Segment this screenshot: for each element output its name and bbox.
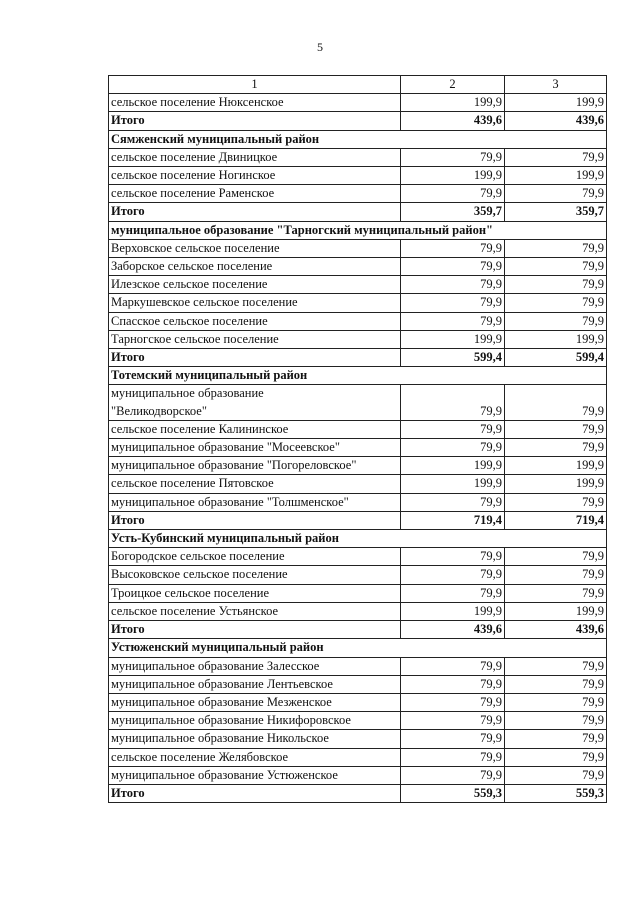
page-number: 5 (317, 40, 323, 54)
value-col-2: 79,9 (401, 385, 505, 420)
value-col-2: 199,9 (401, 457, 505, 475)
settlement-name (109, 385, 401, 420)
value-col-3: 79,9 (505, 548, 607, 566)
value-col-3: 79,9 (505, 185, 607, 203)
value-col-2: 559,3 (401, 784, 505, 802)
total-row (109, 203, 607, 221)
total-row (109, 112, 607, 130)
settlement-name: муниципальное образование Никольское (109, 730, 401, 748)
total-row (109, 621, 607, 639)
value-col-3: 79,9 (505, 657, 607, 675)
value-col-3: 79,9 (505, 312, 607, 330)
table-row (109, 566, 607, 584)
settlement-name: муниципальное образование Лентьевское (109, 675, 401, 693)
value-col-2: 439,6 (401, 621, 505, 639)
value-col-2: 79,9 (401, 675, 505, 693)
table-row (109, 602, 607, 620)
value-col-2: 79,9 (401, 276, 505, 294)
settlement-name: сельское поселение Двиницкое (109, 148, 401, 166)
table-row (109, 475, 607, 493)
total-label: Итого (109, 784, 401, 802)
settlement-name: муниципальное образование Залесское (109, 657, 401, 675)
value-col-3: 79,9 (505, 748, 607, 766)
value-col-3: 79,9 (505, 439, 607, 457)
value-col-3: 599,4 (505, 349, 607, 367)
value-col-2: 79,9 (401, 566, 505, 584)
value-col-3: 79,9 (505, 712, 607, 730)
value-col-2: 439,6 (401, 112, 505, 130)
district-header-row (109, 530, 607, 548)
value-col-3: 79,9 (505, 566, 607, 584)
table-row (109, 330, 607, 348)
district-name: Сямженский муниципальный район (109, 130, 607, 148)
value-col-3: 559,3 (505, 784, 607, 802)
value-col-2: 79,9 (401, 730, 505, 748)
value-col-2: 199,9 (401, 602, 505, 620)
value-col-2: 79,9 (401, 148, 505, 166)
allocation-table (108, 75, 607, 803)
table-row (109, 167, 607, 185)
value-col-3: 199,9 (505, 94, 607, 112)
settlement-name: Илезское сельское поселение (109, 276, 401, 294)
settlement-name: Верховское сельское поселение (109, 239, 401, 257)
value-col-3: 199,9 (505, 330, 607, 348)
value-col-2: 79,9 (401, 258, 505, 276)
value-col-3: 79,9 (505, 730, 607, 748)
table-row (109, 385, 607, 420)
value-col-3: 79,9 (505, 493, 607, 511)
settlement-name: сельское поселение Нюксенское (109, 94, 401, 112)
value-col-2: 599,4 (401, 349, 505, 367)
settlement-name: муниципальное образование Никифоровское (109, 712, 401, 730)
value-col-2: 79,9 (401, 493, 505, 511)
settlement-name: сельское поселение Устьянское (109, 602, 401, 620)
value-col-2: 79,9 (401, 748, 505, 766)
value-col-2: 359,7 (401, 203, 505, 221)
table-row (109, 548, 607, 566)
value-col-3: 79,9 (505, 258, 607, 276)
settlement-name: сельское поселение Калининское (109, 420, 401, 438)
table-row (109, 276, 607, 294)
district-header-row (109, 221, 607, 239)
value-col-2: 79,9 (401, 766, 505, 784)
settlement-name: муниципальное образование Мезженское (109, 693, 401, 711)
value-col-2: 79,9 (401, 420, 505, 438)
settlement-name: сельское поселение Пятовское (109, 475, 401, 493)
settlement-name: Маркушевское сельское поселение (109, 294, 401, 312)
settlement-name: сельское поселение Желябовское (109, 748, 401, 766)
district-name: муниципальное образование "Тарногский муниципальный район" (109, 221, 607, 239)
table-row (109, 584, 607, 602)
settlement-name: Богородское сельское поселение (109, 548, 401, 566)
value-col-2: 79,9 (401, 712, 505, 730)
value-col-3: 199,9 (505, 167, 607, 185)
value-col-3: 79,9 (505, 276, 607, 294)
settlement-name: Спасское сельское поселение (109, 312, 401, 330)
settlement-name: Высоковское сельское поселение (109, 566, 401, 584)
value-col-3: 439,6 (505, 621, 607, 639)
value-col-2: 199,9 (401, 330, 505, 348)
table-row (109, 239, 607, 257)
settlement-name: Заборское сельское поселение (109, 258, 401, 276)
total-row (109, 511, 607, 529)
settlement-name: муниципальное образование "Погореловское" (109, 457, 401, 475)
table-row (109, 185, 607, 203)
value-col-2: 199,9 (401, 94, 505, 112)
table-header-row (109, 76, 607, 94)
district-name: Устюженский муниципальный район (109, 639, 607, 657)
value-col-3: 79,9 (505, 239, 607, 257)
value-col-2: 199,9 (401, 167, 505, 185)
settlement-name: муниципальное образование Устюженское (109, 766, 401, 784)
value-col-3: 199,9 (505, 475, 607, 493)
value-col-3: 79,9 (505, 693, 607, 711)
total-label: Итого (109, 112, 401, 130)
table-row (109, 94, 607, 112)
value-col-2: 79,9 (401, 439, 505, 457)
total-row (109, 784, 607, 802)
total-label: Итого (109, 621, 401, 639)
settlement-name: муниципальное образование "Мосеевское" (109, 439, 401, 457)
district-header-row (109, 130, 607, 148)
value-col-2: 199,9 (401, 475, 505, 493)
table-row (109, 748, 607, 766)
value-col-3: 199,9 (505, 602, 607, 620)
district-name: Тотемский муниципальный район (109, 367, 607, 385)
table-row (109, 420, 607, 438)
district-header-row (109, 367, 607, 385)
table-row (109, 258, 607, 276)
table-row (109, 675, 607, 693)
value-col-2: 79,9 (401, 657, 505, 675)
total-label: Итого (109, 349, 401, 367)
table-row (109, 693, 607, 711)
column-header-2: 2 (401, 76, 505, 94)
settlement-name: муниципальное образование "Толшменское" (109, 493, 401, 511)
total-label: Итого (109, 203, 401, 221)
value-col-3: 719,4 (505, 511, 607, 529)
settlement-name: сельское поселение Раменское (109, 185, 401, 203)
table-row (109, 457, 607, 475)
table-row (109, 493, 607, 511)
table-row (109, 730, 607, 748)
value-col-3: 79,9 (505, 420, 607, 438)
value-col-3: 79,9 (505, 148, 607, 166)
value-col-2: 79,9 (401, 239, 505, 257)
value-col-2: 79,9 (401, 693, 505, 711)
table-row (109, 712, 607, 730)
value-col-2: 79,9 (401, 548, 505, 566)
value-col-3: 79,9 (505, 584, 607, 602)
value-col-2: 719,4 (401, 511, 505, 529)
settlement-name: Тарногское сельское поселение (109, 330, 401, 348)
value-col-2: 79,9 (401, 185, 505, 203)
column-header-3: 3 (505, 76, 607, 94)
settlement-name-line-1: муниципальное образование (111, 386, 264, 401)
value-col-2: 79,9 (401, 294, 505, 312)
total-label: Итого (109, 511, 401, 529)
value-col-2: 79,9 (401, 584, 505, 602)
table-row (109, 766, 607, 784)
table-row (109, 657, 607, 675)
district-header-row (109, 639, 607, 657)
column-header-1: 1 (109, 76, 401, 94)
value-col-3: 79,9 (505, 675, 607, 693)
settlement-name-line-2: "Великодворское" (111, 403, 207, 418)
table-row (109, 148, 607, 166)
total-row (109, 349, 607, 367)
table-row (109, 312, 607, 330)
district-name: Усть-Кубинский муниципальный район (109, 530, 607, 548)
value-col-3: 79,9 (505, 294, 607, 312)
value-col-3: 359,7 (505, 203, 607, 221)
value-col-3: 79,9 (505, 385, 607, 420)
settlement-name: сельское поселение Ногинское (109, 167, 401, 185)
table-row (109, 439, 607, 457)
settlement-name: Троицкое сельское поселение (109, 584, 401, 602)
value-col-3: 79,9 (505, 766, 607, 784)
value-col-3: 439,6 (505, 112, 607, 130)
table-row (109, 294, 607, 312)
value-col-2: 79,9 (401, 312, 505, 330)
value-col-3: 199,9 (505, 457, 607, 475)
